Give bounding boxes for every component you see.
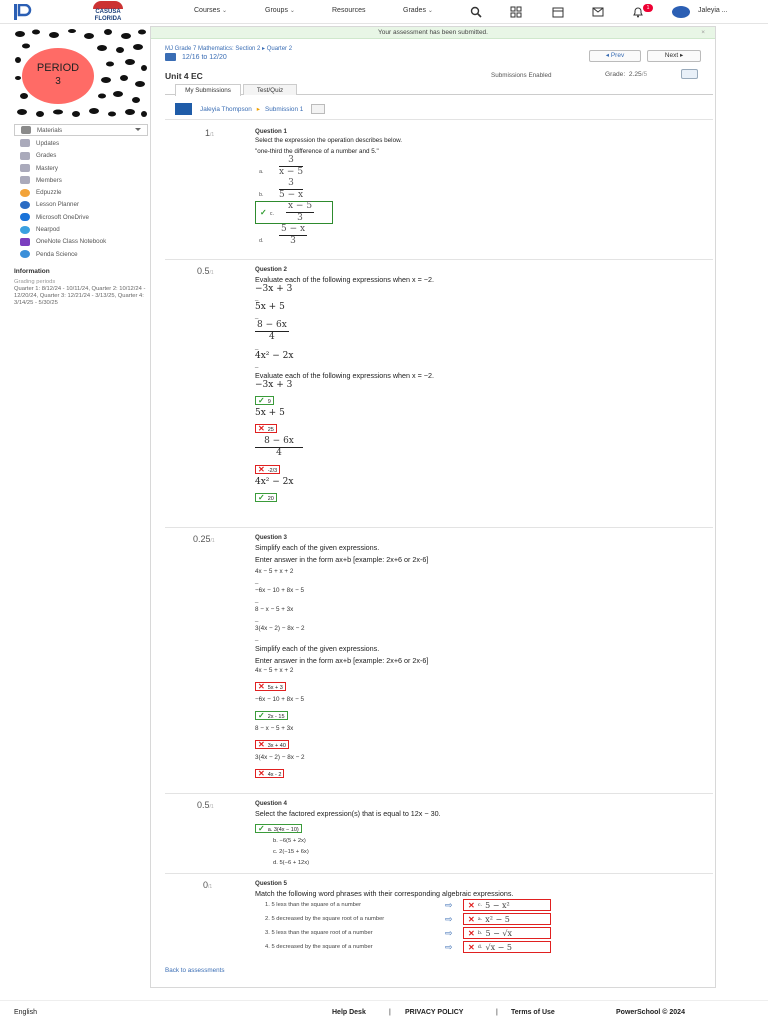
option-d: d. 5(−6 + 12x)	[273, 860, 310, 866]
question-text: Select the expression the operation describes below.	[255, 137, 403, 144]
match-expression: √x − 5	[485, 942, 512, 952]
arrow-right-icon: ⇨	[445, 941, 453, 952]
period-badge	[22, 48, 94, 104]
numerator: 8 − 6x	[255, 436, 303, 448]
arrow-right-icon: ▸	[256, 106, 260, 113]
x-icon: ✕	[258, 424, 265, 433]
page-title: Unit 4 EC	[165, 71, 203, 81]
question-score	[203, 880, 212, 890]
option-letter: a.	[259, 168, 264, 175]
school-crest-icon	[93, 1, 123, 9]
sidebar-item-members[interactable]	[14, 174, 148, 186]
updates-icon	[20, 139, 30, 147]
question-3	[165, 527, 713, 793]
grading-periods-text: Quarter 1: 8/12/24 - 10/11/24, Quarter 2: 10/12/24 - 12/20/24, Quarter 3: 12/21/24 - 3/13/25, Quarter 4: 3/14/25 - 5/30/25	[14, 286, 146, 307]
match-letter: a.	[477, 916, 483, 922]
option-c-selected	[255, 201, 333, 224]
onenote-icon	[20, 238, 30, 246]
incorrect-answer	[255, 682, 286, 691]
question-2	[165, 259, 713, 527]
denominator: 5 − x	[279, 190, 304, 200]
chevron-down-icon: ⌄	[427, 8, 433, 14]
footer-separator: |	[496, 1009, 498, 1016]
schoology-logo-icon[interactable]	[14, 4, 32, 20]
close-icon[interactable]: ×	[701, 29, 705, 36]
question-text: Simplify each of the given expressions.	[255, 543, 380, 552]
information-heading: Information	[14, 268, 50, 276]
question-text: Select the factored expression(s) that is equal to 12x − 30.	[255, 809, 441, 818]
score-value: 1	[205, 128, 211, 138]
expression-4: 4x² − 2x	[255, 477, 294, 487]
expression-1: −3x + 3	[255, 380, 293, 390]
sidebar-item-materials[interactable]	[14, 124, 148, 136]
folder-icon	[21, 126, 31, 134]
sidebar-item-label: Materials	[37, 126, 63, 134]
question-text: Evaluate each of the following expressions when x = −2.	[255, 275, 434, 284]
check-icon: ✓	[260, 208, 267, 217]
edpuzzle-icon	[20, 189, 30, 197]
question-instructions-repeat: Enter answer in the form ax+b [example: 2x+6 or 2x-6]	[255, 656, 429, 665]
correct-answer	[255, 711, 288, 720]
numerator: 8 − 6x	[257, 320, 287, 330]
messages-icon[interactable]	[592, 6, 604, 18]
question-content	[255, 878, 695, 954]
submissions-enabled-label: Submissions Enabled	[491, 72, 552, 79]
question-content	[255, 264, 695, 505]
sidebar-item-label: Lesson Planner	[36, 201, 79, 209]
option-letter-wrap	[256, 208, 286, 217]
sidebar-item-label: Members	[36, 176, 62, 184]
expression-3: 8 − x − 5 + 3x	[255, 725, 294, 732]
correct-answer	[255, 493, 277, 502]
score-value: 0.25	[193, 534, 211, 544]
top-nav-bar	[0, 0, 768, 24]
score-total: /1	[209, 270, 214, 276]
x-icon: ✕	[258, 465, 265, 474]
numerator: 3	[279, 155, 303, 167]
question-quote: "one-third the difference of a number and 5."	[255, 148, 379, 155]
nav-groups-label: Groups	[265, 7, 288, 14]
nav-resources[interactable]	[332, 7, 365, 14]
expression-1: 4x − 5 + x + 2	[255, 667, 294, 674]
answer-value: 5x + 3	[267, 685, 283, 691]
x-icon: ✕	[468, 914, 475, 924]
student-name[interactable]: Jaleyia Thompson	[200, 105, 252, 113]
bar-chart-icon[interactable]	[311, 104, 325, 114]
question-text-repeat: Evaluate each of the following expressions when x = −2.	[255, 371, 434, 380]
terms-of-use-link[interactable]: Terms of Use	[511, 1009, 555, 1016]
question-instructions: Enter answer in the form ax+b [example: 2x+6 or 2x-6]	[255, 555, 429, 564]
correct-answer	[255, 396, 274, 405]
answer-value: 3x + 40	[267, 743, 286, 749]
expression-4: 3(4x − 2) − 8x − 2	[255, 754, 305, 761]
answer-blank: _	[255, 313, 259, 319]
match-row	[255, 940, 695, 954]
tab-my-submissions[interactable]: My Submissions	[175, 84, 241, 96]
expression-2: −6x − 10 + 8x − 5	[255, 696, 305, 703]
denominator: 3	[290, 236, 296, 246]
answer-blank: _	[255, 295, 259, 301]
arrow-right-icon: ⇨	[445, 899, 453, 910]
option-text: a. 3(4x − 10)	[267, 827, 299, 833]
score-total: /1	[210, 538, 215, 544]
school-name: CASUSA	[95, 9, 121, 15]
nav-grades[interactable]	[403, 7, 433, 14]
grading-periods-label: Grading periods	[14, 279, 56, 286]
x-icon: ✕	[258, 740, 265, 749]
sidebar-item-label: Microsoft OneDrive	[36, 213, 89, 221]
option-fraction	[279, 224, 307, 247]
sidebar-item-onenote[interactable]	[14, 236, 148, 248]
sidebar-item-label: Penda Science	[36, 250, 78, 258]
question-content	[255, 532, 695, 781]
student-avatar	[175, 103, 192, 115]
next-button[interactable]: Next ▸	[647, 50, 701, 62]
expression-2: 5x + 5	[255, 302, 285, 312]
match-letter: b.	[477, 930, 483, 936]
expression-1: −3x + 3	[255, 284, 293, 294]
footer-separator: |	[389, 1009, 391, 1016]
expression-2: 5x + 5	[255, 408, 285, 418]
help-desk-link[interactable]: Help Desk	[332, 1009, 366, 1016]
answer-value: 9	[267, 399, 271, 405]
course-banner	[14, 28, 148, 118]
question-heading: Question 1	[255, 128, 287, 135]
score-total: /1	[208, 884, 213, 890]
answer-blank: _	[255, 362, 259, 368]
school-state: FLORIDA	[94, 16, 122, 22]
option-fraction	[286, 201, 314, 224]
match-row	[255, 898, 695, 912]
match-row	[255, 912, 695, 926]
denominator: 4	[276, 448, 282, 458]
match-letter: c.	[477, 902, 483, 908]
expression-3	[255, 436, 303, 459]
lesson-planner-icon	[20, 201, 30, 209]
incorrect-match	[463, 913, 551, 925]
breadcrumb[interactable]: MJ Grade 7 Mathematics: Section 2 ▸ Quarter 2	[165, 46, 293, 52]
sidebar-item-nearpod[interactable]	[14, 223, 148, 235]
option-letter: d.	[259, 237, 264, 244]
numerator: 5 − x	[281, 224, 306, 234]
sidebar-item-label: Nearpod	[36, 226, 60, 234]
expression-2: −6x − 10 + 8x − 5	[255, 587, 305, 594]
sidebar-item-penda[interactable]	[14, 248, 148, 260]
search-icon[interactable]	[470, 6, 482, 18]
assessment-panel	[150, 26, 716, 988]
incorrect-answer	[255, 424, 277, 433]
mastery-icon	[20, 164, 30, 172]
avatar[interactable]	[672, 6, 690, 18]
expression-4: 3(4x − 2) − 8x − 2	[255, 625, 305, 632]
question-score	[197, 800, 214, 810]
score-value: 0	[203, 880, 209, 890]
question-heading: Question 5	[255, 880, 287, 887]
question-text: Match the following word phrases with their corresponding algebraic expressions.	[255, 889, 514, 898]
option-letter: c.	[269, 211, 274, 217]
expression-4: 4x² − 2x	[255, 351, 294, 361]
incorrect-match	[463, 941, 551, 953]
submitted-text: Your assessment has been submitted.	[378, 29, 488, 36]
incorrect-answer	[255, 465, 280, 474]
penda-icon	[20, 250, 30, 258]
question-1	[165, 119, 713, 259]
folder-icon	[165, 53, 176, 61]
x-icon: ✕	[468, 928, 475, 938]
grade-value: 2.25	[628, 71, 642, 78]
sidebar-item-label: Updates	[36, 139, 60, 147]
question-text-repeat: Simplify each of the given expressions.	[255, 644, 380, 653]
incorrect-answer	[255, 740, 289, 749]
score-total: /1	[210, 132, 215, 138]
numerator: 3	[279, 178, 303, 190]
eye-icon[interactable]	[681, 69, 698, 79]
chevron-down-icon: ⌄	[222, 8, 228, 14]
x-icon: ✕	[468, 942, 475, 952]
denominator: 4	[269, 332, 275, 342]
footer	[0, 1000, 768, 1024]
correct-option-a	[255, 824, 302, 833]
option-b: b. −6(5 + 2x)	[273, 838, 306, 844]
question-heading: Question 4	[255, 800, 287, 807]
answer-blank: _	[255, 578, 259, 584]
grade-display	[605, 71, 647, 78]
submission-link[interactable]: Submission 1	[264, 105, 304, 113]
score-value: 0.5	[197, 266, 210, 276]
check-icon: ✓	[258, 824, 265, 833]
submitted-alert	[151, 27, 715, 39]
answer-blank: _	[255, 616, 259, 622]
nav-groups[interactable]	[265, 7, 295, 14]
arrow-right-icon: ⇨	[445, 913, 453, 924]
answer-value: 2x - 15	[267, 714, 285, 720]
incorrect-match	[463, 927, 551, 939]
score-value: 0.5	[197, 800, 210, 810]
sidebar-item-grades[interactable]	[14, 150, 148, 162]
notification-badge: 1	[643, 4, 653, 12]
check-icon: ✓	[258, 396, 265, 405]
answer-value: 4x - 2	[267, 772, 282, 778]
denominator: 3	[297, 213, 303, 223]
expression-3: 8 − x − 5 + 3x	[255, 606, 294, 613]
answer-value: 20	[267, 496, 274, 502]
sidebar-item-onedrive[interactable]	[14, 211, 148, 223]
onedrive-icon	[20, 213, 30, 221]
language-selector[interactable]: English	[14, 1009, 37, 1016]
nav-resources-label: Resources	[332, 7, 366, 14]
question-score	[193, 534, 215, 544]
sidebar-item-updates[interactable]	[14, 137, 148, 149]
answer-blank: _	[255, 635, 259, 641]
answer-blank: _	[255, 597, 259, 603]
match-row	[255, 926, 695, 940]
school-logo[interactable]	[84, 1, 132, 23]
x-icon: ✕	[468, 900, 475, 910]
nav-courses[interactable]	[194, 7, 227, 14]
option-letter: b.	[259, 191, 264, 198]
tab-bar	[165, 84, 713, 95]
denominator: x − 5	[279, 167, 304, 177]
chevron-down-icon: ⌄	[289, 8, 295, 14]
sidebar-item-lesson-planner[interactable]	[14, 199, 148, 211]
answer-value: 25	[267, 427, 274, 433]
grade-label: Grade:	[605, 71, 626, 78]
phrase: 2. 5 decreased by the square root of a number	[265, 916, 385, 922]
sidebar-item-label: Mastery	[36, 164, 59, 172]
question-heading: Question 3	[255, 534, 287, 541]
phrase: 3. 5 less than the square root of a number	[265, 930, 373, 936]
option-c: c. 2(−15 + 6x)	[273, 849, 309, 855]
nearpod-icon	[20, 226, 30, 234]
question-5	[165, 873, 713, 961]
option-fraction	[279, 178, 303, 201]
apps-grid-icon[interactable]	[510, 6, 522, 18]
expression-3	[255, 320, 289, 343]
phrase: 1. 5 less than the square of a number	[265, 902, 362, 908]
back-to-assessments-link[interactable]: Back to assessments	[165, 967, 225, 974]
phrase: 4. 5 decreased by the square of a number	[265, 944, 373, 950]
course-sidebar	[14, 28, 148, 307]
date-range	[165, 53, 227, 61]
date-range-text: 12/16 to 12/20	[182, 53, 227, 61]
grades-icon	[20, 152, 30, 160]
match-expression: 5 − x²	[485, 900, 510, 910]
sidebar-item-label: OneNote Class Notebook	[36, 238, 107, 246]
match-expression: x² − 5	[485, 914, 510, 924]
arrow-right-icon: ⇨	[445, 927, 453, 938]
x-icon: ✕	[258, 769, 265, 778]
prev-button[interactable]: ◂ Prev	[589, 50, 641, 62]
tab-test-quiz[interactable]: Test/Quiz	[243, 84, 297, 95]
nav-grades-label: Grades	[403, 7, 426, 14]
student-breadcrumb	[175, 103, 325, 115]
check-icon: ✓	[258, 493, 265, 502]
incorrect-match	[463, 899, 551, 911]
answer-blank: _	[255, 344, 259, 350]
course-nav	[14, 124, 148, 260]
grade-total: /5	[641, 71, 648, 78]
match-letter: d.	[477, 944, 483, 950]
sidebar-item-label: Grades	[36, 152, 57, 160]
period-number: 3	[55, 76, 61, 87]
question-content	[255, 126, 695, 247]
option-b	[255, 178, 695, 201]
incorrect-answer	[255, 769, 284, 778]
option-a	[255, 155, 695, 178]
sidebar-item-label: Edpuzzle	[36, 189, 62, 197]
option-d	[255, 224, 695, 247]
answer-value: -2/3	[267, 468, 278, 474]
x-icon: ✕	[258, 682, 265, 691]
members-icon	[20, 176, 30, 184]
question-heading: Question 2	[255, 266, 287, 273]
question-score	[205, 128, 214, 138]
calendar-icon[interactable]	[552, 6, 564, 18]
option-fraction	[279, 155, 303, 178]
sidebar-item-mastery[interactable]	[14, 162, 148, 174]
question-score	[197, 266, 214, 276]
check-icon: ✓	[258, 711, 265, 720]
numerator: x − 5	[288, 201, 313, 211]
sidebar-item-edpuzzle[interactable]	[14, 186, 148, 198]
privacy-policy-link[interactable]: PRIVACY POLICY	[405, 1009, 464, 1016]
nav-courses-label: Courses	[194, 7, 221, 14]
expression-1: 4x − 5 + x + 2	[255, 568, 294, 575]
match-expression: 5 − √x	[485, 928, 512, 938]
question-4	[165, 793, 713, 873]
period-label: PERIOD	[36, 62, 80, 74]
score-total: /1	[209, 804, 214, 810]
copyright: PowerSchool © 2024	[616, 1009, 685, 1016]
question-content	[255, 798, 695, 869]
user-menu[interactable]: Jaleyia ...	[698, 7, 728, 14]
